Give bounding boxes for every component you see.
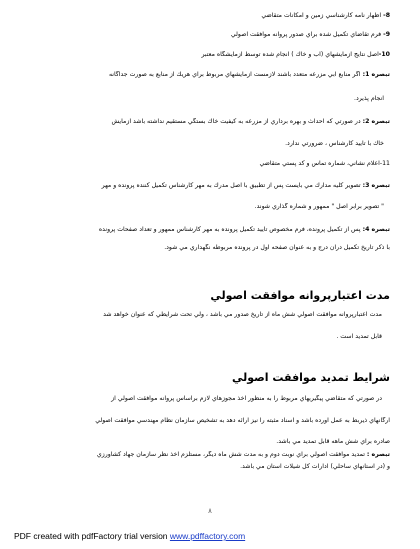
note-label: تبصره :: [366, 451, 390, 458]
item-number: 8-: [383, 12, 390, 19]
item-number: 10-: [378, 51, 390, 58]
item-number: 9-: [383, 31, 390, 38]
list-item-10: [30, 51, 390, 59]
item-text: اظهار نامه كارشناسي زمين و امكانات متقاضي: [261, 12, 384, 19]
note-4-line-1: [30, 226, 390, 234]
note-1-line-2: انجام پذيرد.: [354, 95, 384, 102]
note-text: اگر منابع آبي مزرعه متعدد باشند لازمست آزمايشهاي مربوط براي هريك از منابع به صورت جداگانه: [108, 71, 363, 78]
section-1-line-2: قابل تمديد است .: [336, 333, 382, 340]
item-text: فرم تقاضاي تكميل شده براي صدور پروانه موافقت اصولي: [230, 31, 384, 38]
section-2-line-3: صادره براي شش ماهه قابل تمديد مي باشد.: [276, 438, 390, 445]
section-1-line-1: مدت اعتبارپروانه موافقت اصولي شش ماه از تاريخ صدور مي باشد ، ولي تحت شرايطي كه عنوان خواهد شد: [103, 311, 382, 318]
note-3-line-2: " تصوير برابر اصل " ممهور و شماره گذاري شوند.: [254, 203, 384, 210]
footer-text: PDF created with pdfFactory trial version: [14, 531, 170, 541]
section-heading-extension: شرايط تمديد موافقت اصولي: [232, 371, 390, 384]
section-2-note-line-1: [30, 451, 390, 459]
note-label: تبصره 4:: [362, 226, 390, 233]
section-2-line-1: در صورتي كه متقاضي پيگيريهاي مربوط را به منظور اخذ مجوزهاي لازم براساس پروانه موافقت اصولي از: [111, 395, 382, 402]
footer-link[interactable]: www.pdffactory.com: [169, 531, 246, 541]
item-text: اصل نتايج آزمايشهاي (آب و خاك ) انجام شده توسط آزمايشگاه معتبر: [201, 51, 379, 58]
page-number: ٨: [208, 507, 212, 515]
note-label: تبصره 1:: [362, 71, 390, 78]
section-heading-validity: مدت اعتبارپروانه موافقت اصولي: [210, 289, 390, 302]
pdf-footer: [14, 531, 245, 541]
note-text: در صورتي كه احداث و بهره برداري از مزرعه به كيفيت خاك بستگي مستقيم نداشته باشد آزمايش: [111, 118, 363, 125]
list-item-9: [30, 31, 390, 39]
list-item-11: 11-اعلام نشاني، شماره تماس و كد پستي متقاضي: [259, 160, 390, 167]
note-label: تبصره 3:: [362, 182, 390, 189]
note-label: تبصره 2:: [362, 118, 390, 125]
note-text: تصوير كليه مدارك مي بايست پس از تطبيق با اصل مدرك به مهر كارشناس تكميل كننده پرونده و مهر: [101, 182, 363, 189]
note-1-line-1: [30, 71, 390, 79]
list-item-8: [30, 12, 390, 20]
section-2-note-line-2: و (در استانهاي ساحلي) ادارات كل شيلات استان مي باشد.: [240, 463, 390, 470]
note-text: تمديد موافقت اصولي براي نوبت دوم و به مدت شش ماه ديگر، مستلزم اخذ نظر سازمان جهاد كشاورزي: [96, 451, 367, 458]
note-text: پس از تكميل پرونده، فرم مخصوص تاييد تكميل پرونده به مهر كارشناس ممهور و تعداد صفحات پرونده: [98, 226, 363, 233]
note-4-line-2: با ذكر تاريخ تكميل درآن درج و به عنوان صفحه اول در پرونده مربوطه نگهداري مي شود.: [164, 244, 390, 251]
note-2-line-1: [30, 118, 390, 126]
section-2-line-2: ارگانهاي ذيربط به عمل آورده باشد و اسناد مثبته را نيز ارائه دهد به تشخيص سازمان نظام مهندسي موافقت اصولي: [95, 417, 390, 424]
note-2-line-2: خاك با تاييد كارشناس ، ضرورتي ندارد.: [285, 140, 384, 147]
note-3-line-1: [30, 182, 390, 190]
